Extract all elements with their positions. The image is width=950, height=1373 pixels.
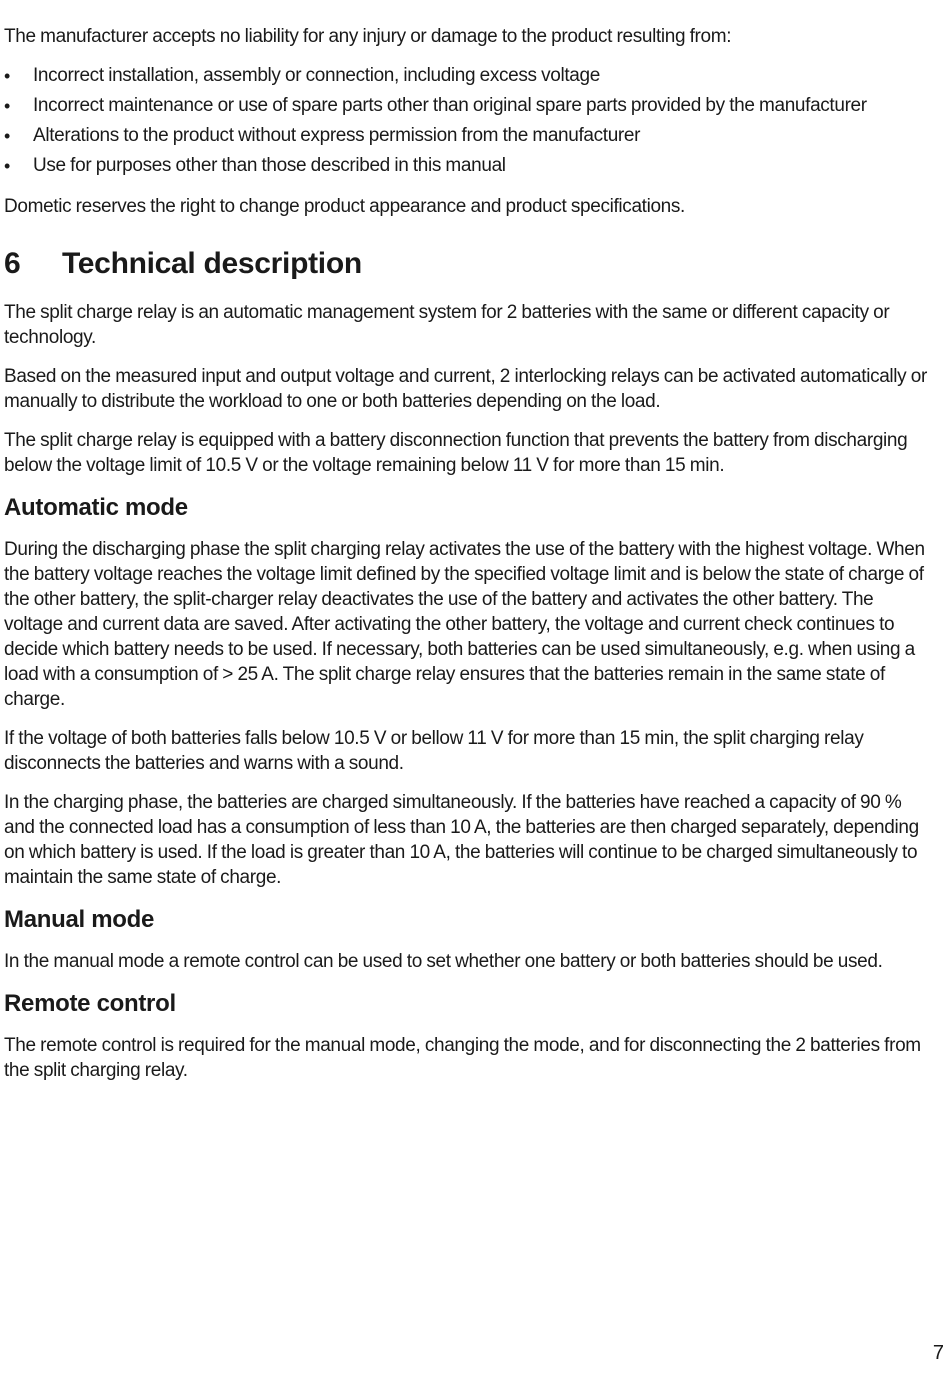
paragraph: In the charging phase, the batteries are charged simultaneously. If the batteries have reached a capacity of 90 % and the connected load has a consumption of less than 10 A, the batteries are then charged separately, depending on which battery is used. If the load is greater than 10 A, the batteries will continue to be charged simultaneously to maintain the same state of charge. [4,792,919,888]
bullet-icon: • [4,156,10,176]
section-number: 6 [4,247,21,280]
section-title: Technical description [62,247,362,280]
paragraph: In the manual mode a remote control can be used to set whether one battery or both batteries should be used. [4,951,883,972]
bullet-icon: • [4,126,10,146]
list-item [4,151,936,181]
list-item [4,121,936,151]
remote-control-heading: Remote control [4,990,176,1017]
list-item-text: Incorrect installation, assembly or connection, including excess voltage [33,65,600,86]
manual-mode-heading: Manual mode [4,906,155,933]
paragraph: The remote control is required for the manual mode, changing the mode, and for disconnecting the 2 batteries from the split charging relay. [4,1035,921,1081]
liability-intro: The manufacturer accepts no liability for any injury or damage to the product resulting from: [4,26,732,47]
page-number: 7 [932,1342,944,1364]
section-heading [4,244,936,284]
automatic-mode-heading: Automatic mode [4,494,188,521]
paragraph: Based on the measured input and output voltage and current, 2 interlocking relays can be activated automatically or manually to distribute the workload to one or both batteries depending on the load. [4,366,927,412]
document-page [4,24,936,1083]
paragraph: If the voltage of both batteries falls below 10.5 V or bellow 11 V for more than 15 min, the split charging relay disconnects the batteries and warns with a sound. [4,728,864,774]
list-item-text: Use for purposes other than those described in this manual [33,155,506,176]
list-item [4,61,936,91]
liability-list [4,61,936,181]
paragraph: The split charge relay is equipped with a battery disconnection function that prevents the battery from discharging below the voltage limit of 10.5 V or the voltage remaining below 11 V for more than 15 min. [4,430,908,476]
list-item-text: Incorrect maintenance or use of spare parts other than original spare parts provided by the manufacturer [33,95,867,116]
list-item-text: Alterations to the product without express permission from the manufacturer [33,125,641,146]
paragraph: During the discharging phase the split charging relay activates the use of the battery with the highest voltage. When the battery voltage reaches the voltage limit defined by the specified voltage limit and is below the state of charge of the other battery, the split-charger relay deactivates the use of the battery and activates the other battery. The voltage and current data are saved. After activating the other battery, the voltage and current check continues to decide which battery needs to be used. If necessary, both batteries can be used simultaneously, e.g. when using a load with a consumption of > 25 A. The split charge relay ensures that the batteries remain in the same state of charge. [4,539,925,710]
rights-note: Dometic reserves the right to change product appearance and product specifications. [4,196,685,217]
paragraph: The split charge relay is an automatic management system for 2 batteries with the same or different capacity or technology. [4,302,890,348]
list-item [4,91,936,121]
bullet-icon: • [4,96,10,116]
bullet-icon: • [4,66,10,86]
